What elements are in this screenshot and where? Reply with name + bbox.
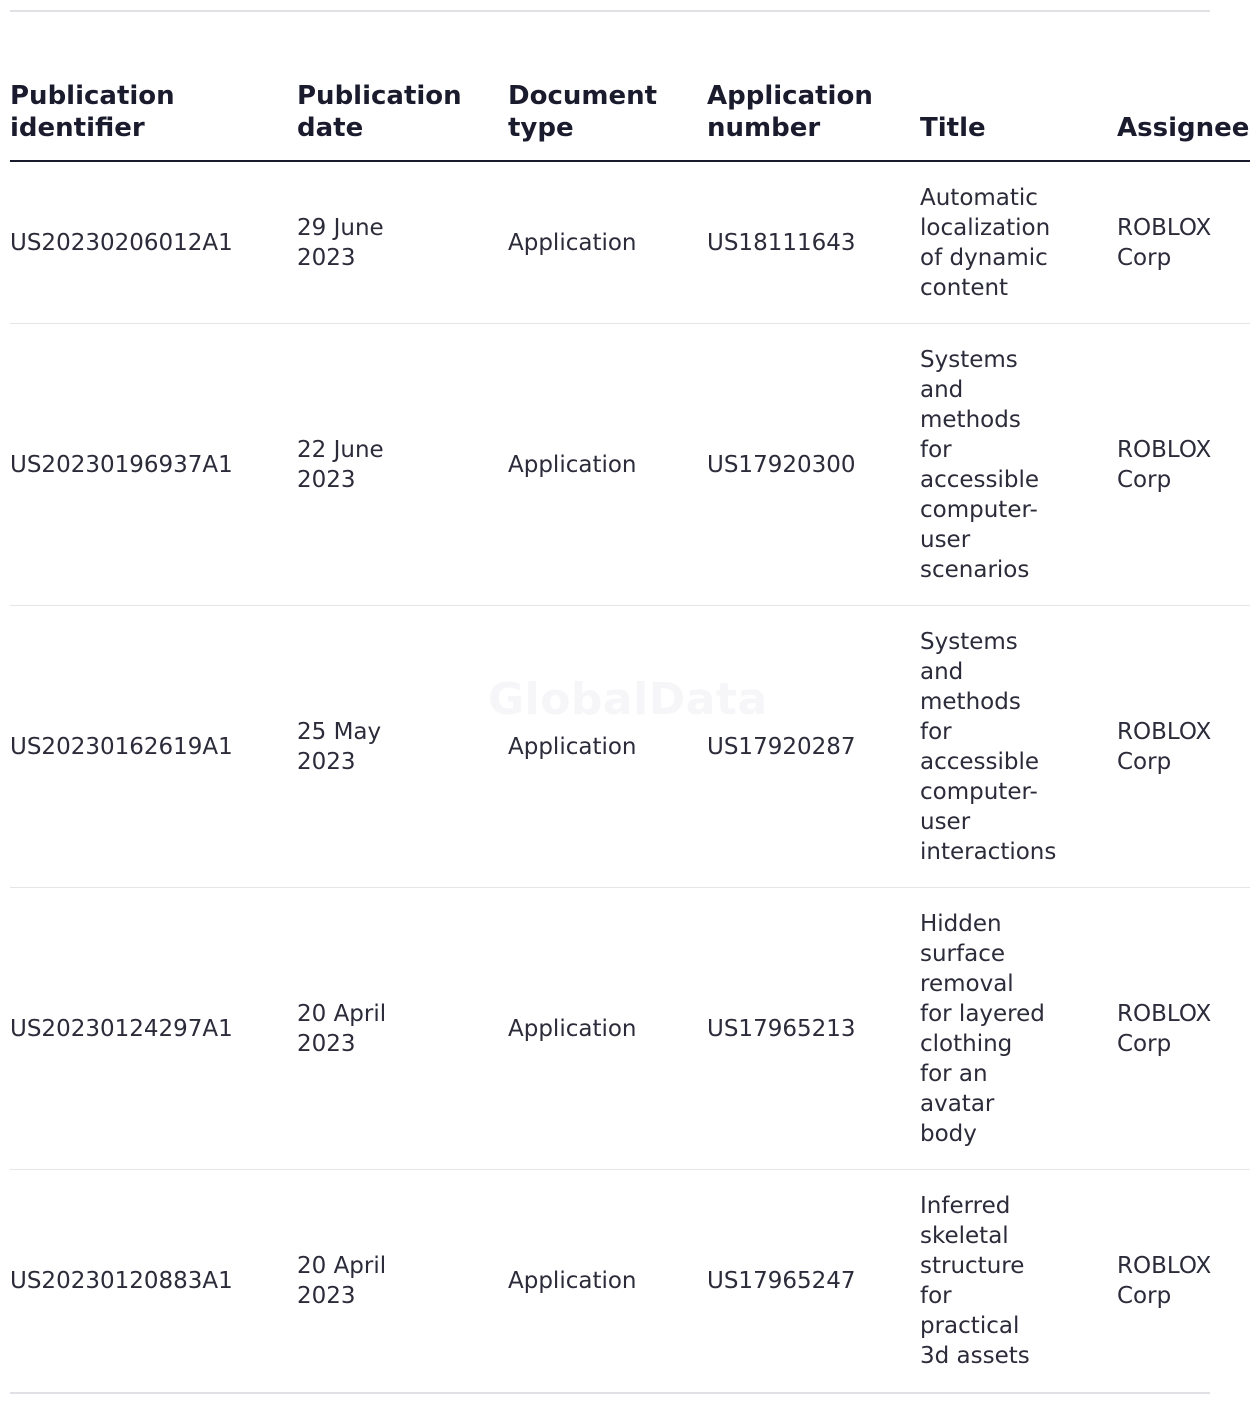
cell-assignee: ROBLOX Corp <box>1117 888 1250 1170</box>
cell-publication-identifier: US20230124297A1 <box>10 888 297 1170</box>
header-application-number: Application number <box>707 72 920 161</box>
header-document-type: Document type <box>508 72 707 161</box>
cell-title: Automatic localization of dynamic content <box>920 161 1117 324</box>
cell-document-type: Application <box>508 888 707 1170</box>
header-publication-identifier: Publication identifier <box>10 72 297 161</box>
cell-assignee: ROBLOX Corp <box>1117 606 1250 888</box>
cell-assignee: ROBLOX Corp <box>1117 1253 1212 1309</box>
cell-document-type: Application <box>508 606 707 888</box>
cell-publication-date: 20 April 2023 <box>297 888 508 1170</box>
cell-application-number: US17965213 <box>707 888 920 1170</box>
patent-table <box>10 72 1250 1391</box>
cell-application-number: US17920300 <box>707 324 920 606</box>
table-row <box>10 606 1250 888</box>
watermark-logo: GlobalData <box>488 674 768 725</box>
cell-document-type: Application <box>508 161 707 324</box>
cell-publication-date: 22 June 2023 <box>297 324 508 606</box>
header-publication-date: Publication date <box>297 72 508 161</box>
table-row <box>10 1170 1250 1392</box>
table-row <box>10 161 1250 324</box>
table-header-row <box>10 72 1250 161</box>
table-row <box>10 324 1250 606</box>
cell-title: Systems and methods for accessible computer-user interactions <box>920 606 1117 888</box>
cell-document-type: Application <box>508 324 707 606</box>
table-row <box>10 888 1250 1170</box>
cell-application-number: US18111643 <box>707 161 920 324</box>
cell-document-type: Application <box>508 1268 637 1294</box>
patent-table-container <box>10 0 1250 1404</box>
cell-title: Inferred skeletal structure for practical 3d assets <box>920 1193 1030 1369</box>
cell-publication-identifier: US20230206012A1 <box>10 161 297 324</box>
cell-publication-identifier: US20230162619A1 <box>10 606 297 888</box>
cell-assignee: ROBLOX Corp <box>1117 324 1250 606</box>
cell-publication-date: 20 April 2023 <box>297 1253 387 1309</box>
cell-application-number: US17965247 <box>707 1268 856 1294</box>
cell-application-number: US17920287 <box>707 606 920 888</box>
cell-publication-date: 25 May 2023 <box>297 606 508 888</box>
cell-title: Hidden surface removal for layered clothing for an avatar body <box>920 888 1117 1170</box>
cell-title: Systems and methods for accessible computer-user scenarios <box>920 324 1117 606</box>
cell-publication-identifier: US20230120883A1 <box>10 1268 233 1294</box>
header-title: Title <box>920 72 1117 161</box>
header-assignee: Assignee <box>1117 72 1250 161</box>
cell-assignee: ROBLOX Corp <box>1117 161 1250 324</box>
cell-publication-identifier: US20230196937A1 <box>10 324 297 606</box>
cell-publication-date: 29 June 2023 <box>297 161 508 324</box>
bottom-divider <box>10 1392 1210 1394</box>
